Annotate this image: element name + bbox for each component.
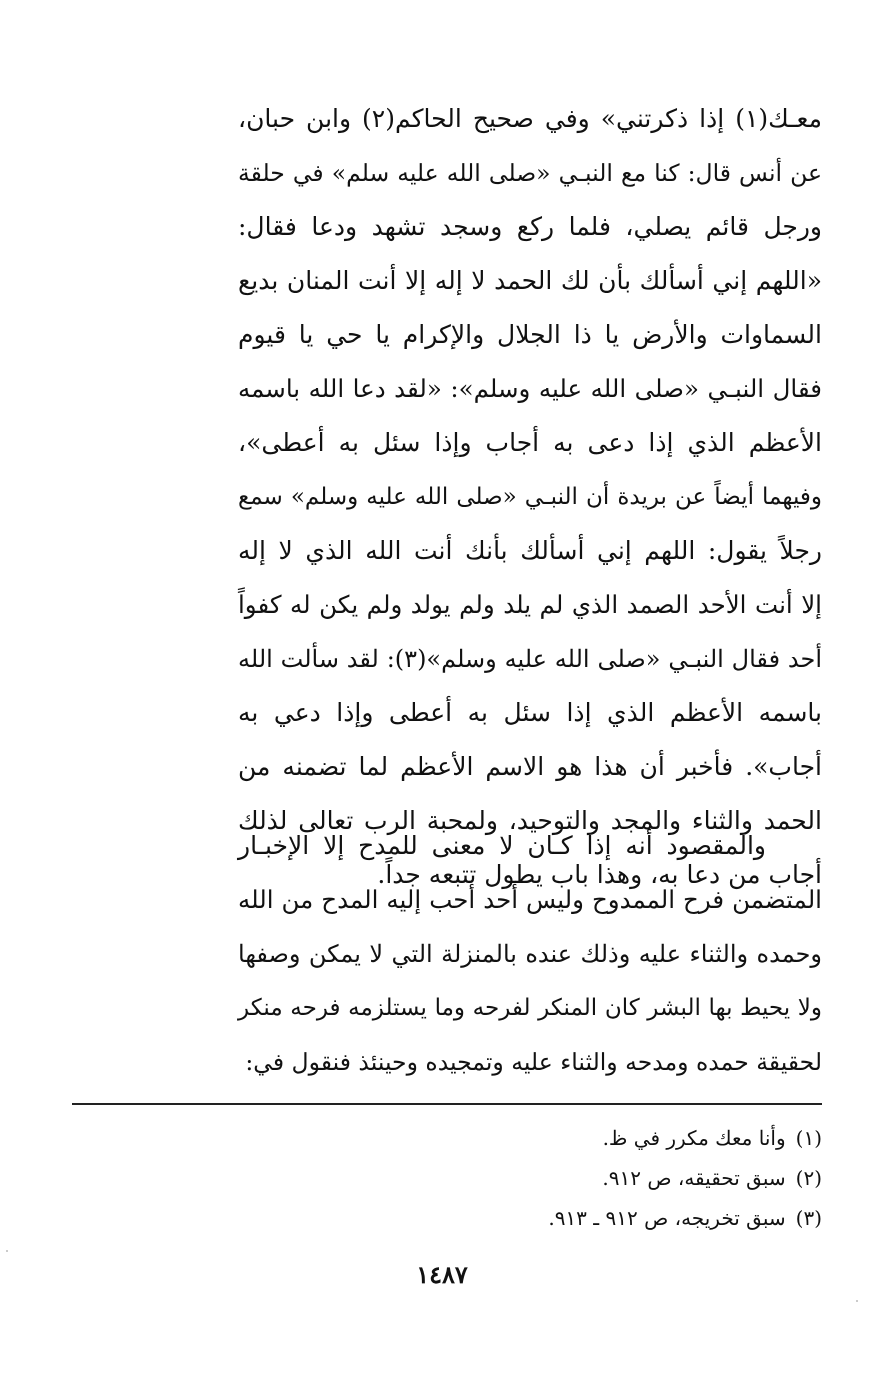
footnote-text: سبق تخريجه، ص ٩١٢ ـ ٩١٣.: [548, 1206, 786, 1230]
text-line: معـك(١) إذا ذكرتني» وفي صحيح الحاكم(٢) وابن حبان،: [238, 104, 822, 133]
text-line: السماوات والأرض يا ذا الجلال والإكرام يا حي يا قيوم: [238, 320, 822, 349]
footnote-number: (١): [795, 1126, 822, 1150]
footnote-number: (٣): [795, 1206, 822, 1230]
text-line: الأعظم الذي إذا دعى به أجاب وإذا سئل به أعطى»،: [238, 428, 822, 457]
footnote: [300, 1158, 822, 1198]
text-line: فقال النبـي «صلى الله عليه وسلم»: «لقد دعا الله باسمه: [238, 374, 822, 403]
footnote-separator: [72, 1103, 822, 1105]
paragraph-2: [238, 819, 822, 1089]
text-line: باسمه الأعظم الذي إذا سئل به أعطى وإذا دعي به: [238, 698, 822, 727]
text-line: ولا يحيط بها البشر كان المنكر لفرحه وما يستلزمه فرحه منكر: [238, 995, 822, 1021]
scan-speck: [856, 1300, 858, 1302]
footnote-text: وأنا معك مكرر في ظ.: [602, 1126, 786, 1150]
footnote: [300, 1118, 822, 1158]
text-line: أجاب». فأخبر أن هذا هو الاسم الأعظم لما تضمنه من: [238, 752, 822, 781]
text-line: المتضمن فرح الممدوح وليس أحد أحب إليه المدح من الله: [238, 885, 822, 914]
text-line: أحد فقال النبـي «صلى الله عليه وسلم»(٣): لقد سألت الله: [238, 645, 822, 673]
text-line: الحمد والثناء والمجد والتوحيد، ولمحبة الرب تعالى لذلك: [238, 806, 822, 835]
footnote-text: سبق تحقيقه، ص ٩١٢.: [602, 1166, 786, 1190]
text-line: عن أنس قال: كنا مع النبـي «صلى الله عليه سلم» في حلقة: [238, 159, 822, 187]
footnotes: [300, 1118, 822, 1238]
scan-speck: [6, 1250, 8, 1252]
footnote-number: (٢): [795, 1166, 822, 1190]
text-line: والمقصود أنه إذا كـان لا معنى للمدح إلا الإخبـار: [238, 831, 766, 860]
text-line: رجلاً يقول: اللهم إني أسألك بأنك أنت الله الذي لا إله: [238, 536, 822, 565]
text-line: لحقيقة حمده ومدحه والثناء عليه وتمجيده وحينئذ فنقول في:: [245, 1048, 822, 1076]
text-line: وفيهما أيضاً عن بريدة أن النبـي «صلى الله عليه وسلم» سمع: [238, 484, 822, 510]
text-line: إلا أنت الأحد الصمد الذي لم يلد ولم يولد ولم يكن له كفواً: [238, 590, 822, 619]
text-line: وحمده والثناء عليه وذلك عنده بالمنزلة التي لا يمكن وصفها: [238, 940, 822, 968]
text-line: ورجل قائم يصلي، فلما ركع وسجد تشهد ودعا فقال:: [238, 212, 822, 241]
text-line: «اللهم إني أسألك بأن لك الحمد لا إله إلا أنت المنان بديع: [238, 266, 822, 295]
page-number: ١٤٨٧: [416, 1260, 468, 1289]
paragraph-1: [238, 92, 822, 902]
text-line: أجاب من دعا به، وهذا باب يطول تتبعه جداً.: [377, 860, 822, 889]
footnote: [300, 1198, 822, 1238]
